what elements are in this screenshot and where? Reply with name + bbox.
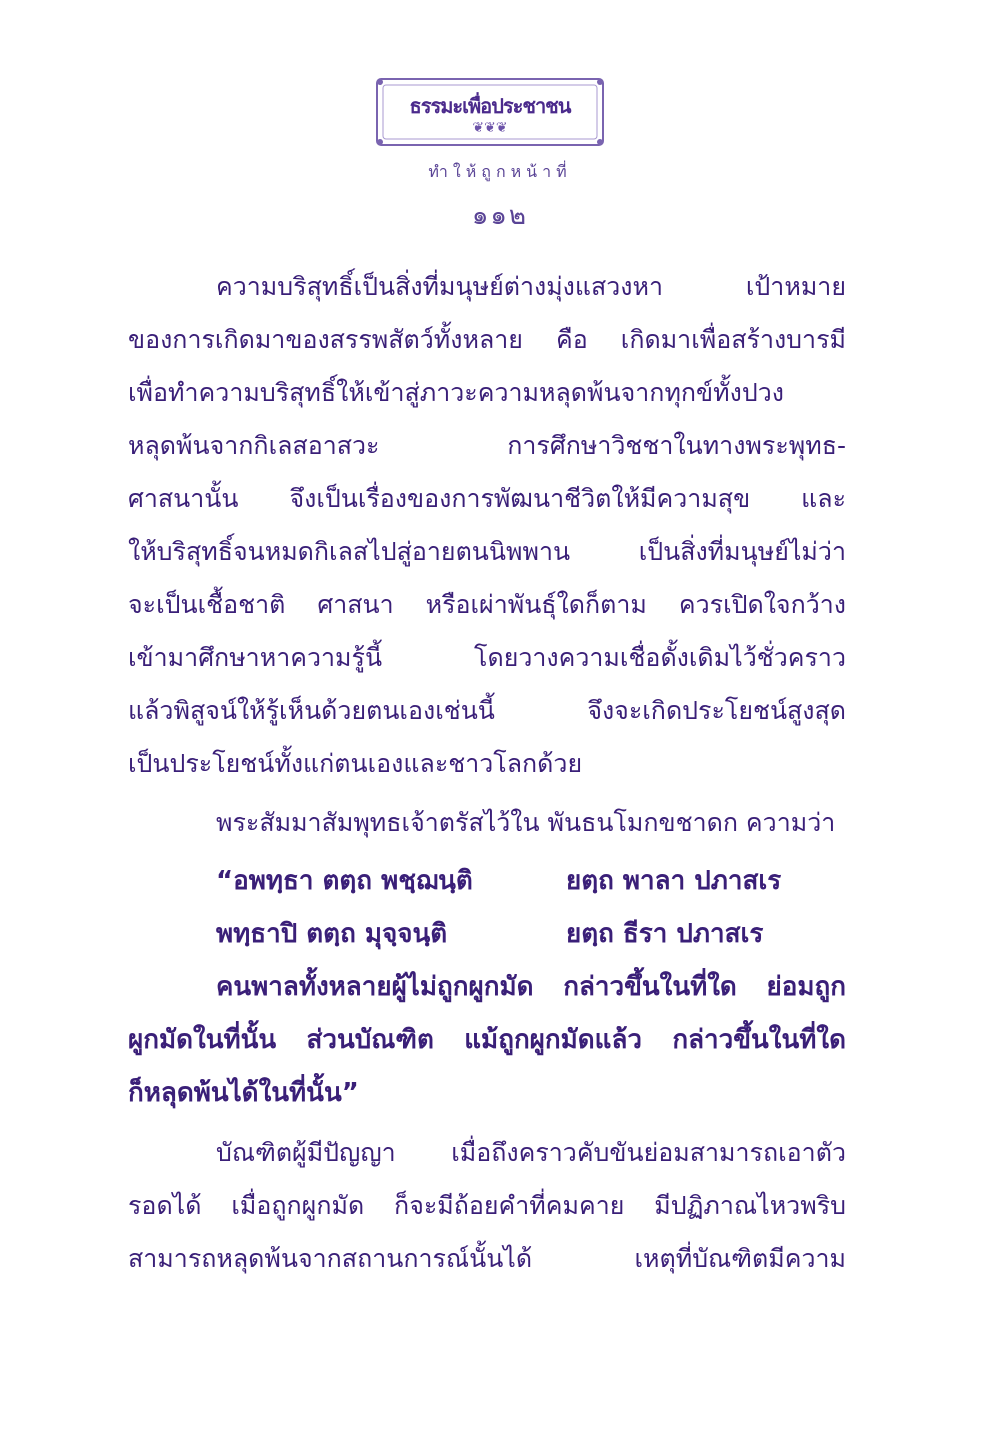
paragraph-2 bbox=[128, 1126, 846, 1285]
text-line: ผูกมัดในที่นั้น ส่วนบัณฑิต แม้ถูกผูกมัดแล้ว กล่าวขึ้นในที่ใด bbox=[128, 1025, 846, 1055]
text-line: บัณฑิตผู้มีปัญญา เมื่อถึงคราวคับขันย่อมสามารถเอาตัว bbox=[216, 1138, 846, 1167]
text-line: เพื่อทำความบริสุทธิ์ให้เข้าสู่ภาวะความหลุดพ้นจากทุกข์ทั้งปวง bbox=[128, 378, 784, 407]
text-line: สามารถหลุดพ้นจากสถานการณ์นั้นได้ เหตุที่บัณฑิตมีความ bbox=[128, 1244, 846, 1273]
verse-second-half: ยตฺถ พาลา ปภาสเร bbox=[566, 866, 782, 896]
section-title: ทำให้ถูกหน้าที่ bbox=[428, 162, 572, 181]
paragraph-1 bbox=[128, 260, 846, 790]
text-line: ศาสนานั้น จึงเป็นเรื่องของการพัฒนาชีวิตให้มีความสุข และ bbox=[128, 484, 846, 513]
book-logo bbox=[374, 76, 606, 148]
text-line: เข้ามาศึกษาหาความรู้นี้ โดยวางความเชื่อดั้งเดิมไว้ชั่วคราว bbox=[128, 643, 846, 672]
text-line: จะเป็นเชื้อชาติ ศาสนา หรือเผ่าพันธุ์ใดก็ตาม ควรเปิดใจกว้าง bbox=[128, 590, 846, 619]
verse-translation bbox=[128, 961, 846, 1120]
text-line: ก็หลุดพ้นได้ในที่นั้น” bbox=[128, 1078, 359, 1108]
verse-row bbox=[128, 855, 846, 908]
logo-ornament-icon: ❦❦❦ bbox=[472, 120, 508, 136]
text-line: ความบริสุทธิ์เป็นสิ่งที่มนุษย์ต่างมุ่งแสวงหา เป้าหมาย bbox=[216, 272, 846, 301]
verse-row bbox=[128, 908, 846, 961]
page-number: ๑๑๒ bbox=[471, 201, 529, 231]
text-line: ของการเกิดมาของสรรพสัตว์ทั้งหลาย คือ เกิดมาเพื่อสร้างบารมี bbox=[128, 325, 846, 354]
text-line: แล้วพิสูจน์ให้รู้เห็นด้วยตนเองเช่นนี้ จึงจะเกิดประโยชน์สูงสุด bbox=[128, 696, 846, 725]
verse-second-half: ยตฺถ ธีรา ปภาสเร bbox=[566, 919, 764, 949]
page-body bbox=[128, 260, 846, 1285]
logo-title: ธรรมะเพื่อประชาชน bbox=[409, 94, 571, 118]
intro-line: พระสัมมาสัมพุทธเจ้าตรัสไว้ใน พันธนโมกขชาดก ความว่า bbox=[216, 808, 836, 837]
text-line: หลุดพ้นจากกิเลสอาสวะ การศึกษาวิชชาในทางพระพุทธ- bbox=[128, 431, 846, 460]
text-line: รอดได้ เมื่อถูกผูกมัด ก็จะมีถ้อยคำที่คมคาย มีปฏิภาณไหวพริบ bbox=[128, 1191, 846, 1220]
text-line: คนพาลทั้งหลายผู้ไม่ถูกผูกมัด กล่าวขึ้นในที่ใด ย่อมถูก bbox=[216, 972, 846, 1002]
text-line: เป็นประโยชน์ทั้งแก่ตนเองและชาวโลกด้วย bbox=[128, 749, 583, 778]
verse-first-half: พทฺธาปิ ตตฺถ มุจฺจนฺติ bbox=[216, 919, 448, 949]
verse-first-half: “อพทฺธา ตตฺถ พชฺฌนฺติ bbox=[216, 866, 473, 896]
text-line: ให้บริสุทธิ์จนหมดกิเลสไปสู่อายตนนิพพาน เป็นสิ่งที่มนุษย์ไม่ว่า bbox=[128, 537, 846, 566]
pali-verse bbox=[128, 855, 846, 961]
